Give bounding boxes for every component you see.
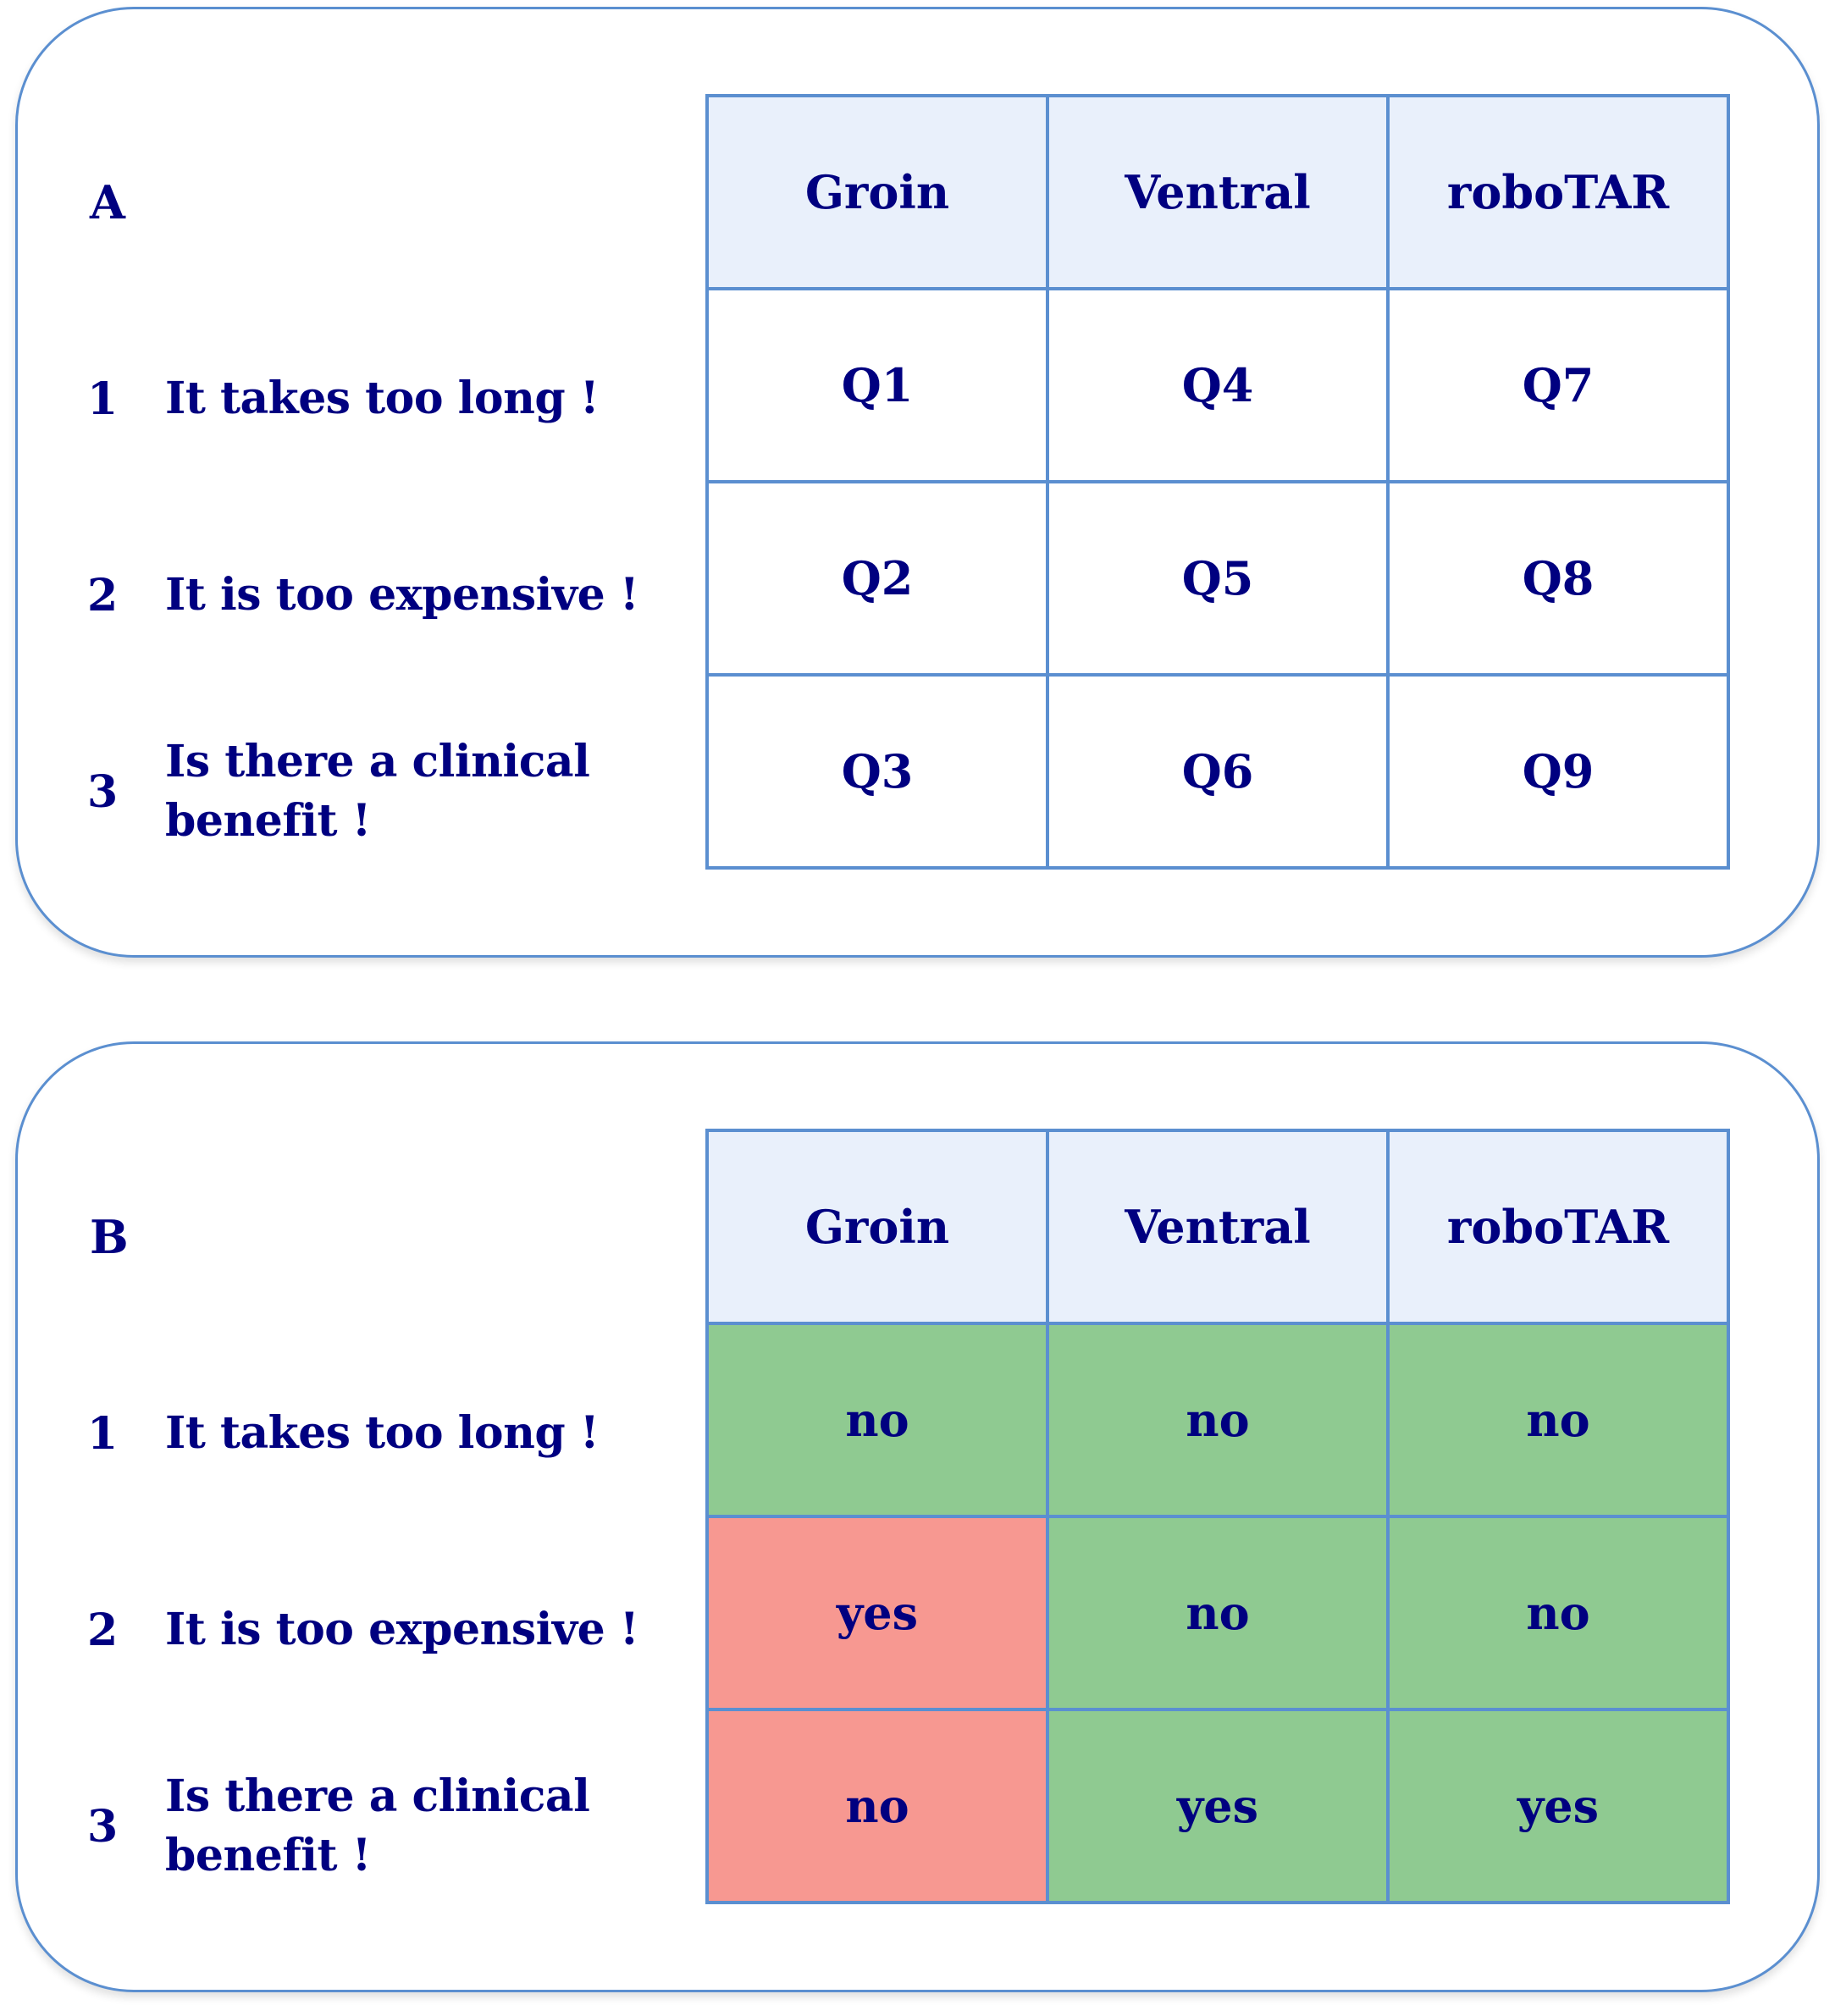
answer-cell: yes (707, 1516, 1047, 1709)
answer-cell: no (1047, 1323, 1388, 1516)
column-header-robotar: roboTAR (1388, 1130, 1728, 1323)
row-number: 1 (87, 1407, 119, 1460)
panel-a (15, 7, 1820, 958)
row-question: It takes too long ! (165, 373, 600, 424)
panel-label-b: B (90, 1210, 129, 1264)
row-question: It is too expensive ! (165, 569, 639, 621)
row-number: 2 (87, 569, 119, 621)
answer-cell: no (707, 1323, 1047, 1516)
column-header-ventral: Ventral (1047, 1130, 1388, 1323)
grid-cell: Q8 (1388, 482, 1728, 675)
grid-cell: Q9 (1388, 675, 1728, 868)
row-number: 1 (87, 373, 119, 425)
answer-cell: no (1388, 1516, 1728, 1709)
answer-cell: yes (1388, 1709, 1728, 1903)
row-number: 3 (87, 765, 119, 818)
header-row (707, 1130, 1728, 1323)
row-label-1 (87, 301, 697, 497)
grid-cell: Q7 (1388, 289, 1728, 482)
column-header-groin: Groin (707, 1130, 1047, 1323)
table-row (707, 675, 1728, 868)
grid-cell: Q1 (707, 289, 1047, 482)
row-question: Is there a clinical benefit ! (165, 1770, 590, 1881)
panel-b (15, 1041, 1820, 1992)
header-row (707, 96, 1728, 289)
column-header-robotar: roboTAR (1388, 96, 1728, 289)
table-row (707, 289, 1728, 482)
row-question: It takes too long ! (165, 1407, 600, 1459)
row-label-1 (87, 1335, 697, 1532)
grid-cell: Q3 (707, 675, 1047, 868)
table-row (707, 1709, 1728, 1903)
answer-cell: no (1388, 1323, 1728, 1516)
answer-grid-b (705, 1129, 1730, 1904)
grid-cell: Q4 (1047, 289, 1388, 482)
column-header-ventral: Ventral (1047, 96, 1388, 289)
grid-cell: Q2 (707, 482, 1047, 675)
grid-cell: Q5 (1047, 482, 1388, 675)
row-number: 2 (87, 1604, 119, 1656)
answer-cell: no (707, 1709, 1047, 1903)
table-row (707, 1323, 1728, 1516)
row-label-2 (87, 1532, 697, 1728)
row-number: 3 (87, 1800, 119, 1853)
answer-cell: no (1047, 1516, 1388, 1709)
row-label-3 (87, 693, 697, 890)
row-label-2 (87, 497, 697, 693)
row-question: It is too expensive ! (165, 1604, 639, 1655)
row-label-3 (87, 1728, 697, 1925)
answer-cell: yes (1047, 1709, 1388, 1903)
table-row (707, 1516, 1728, 1709)
column-header-groin: Groin (707, 96, 1047, 289)
row-question: Is there a clinical benefit ! (165, 736, 590, 847)
question-grid-a (705, 94, 1730, 870)
table-row (707, 482, 1728, 675)
grid-cell: Q6 (1047, 675, 1388, 868)
panel-label-a: A (90, 175, 125, 229)
